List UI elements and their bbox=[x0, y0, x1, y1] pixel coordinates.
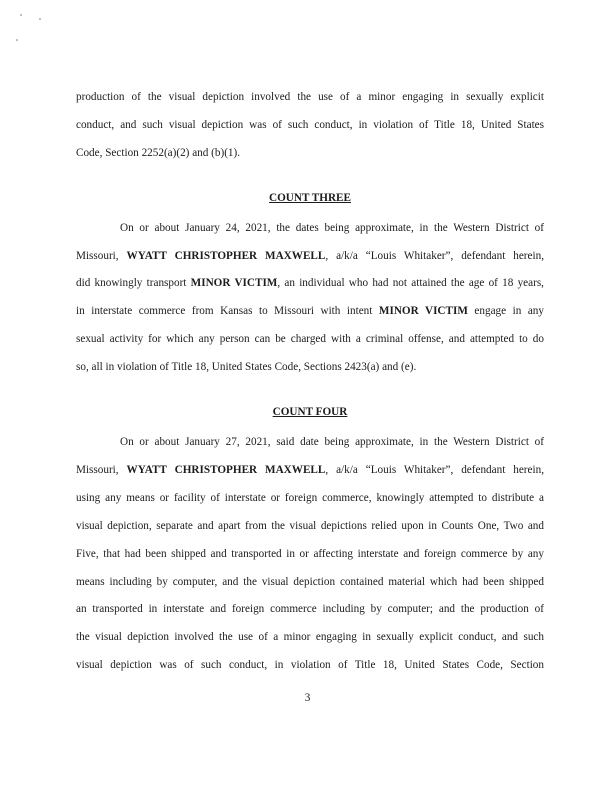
text-line: in interstate commerce from Kansas to Missouri with intent MINOR VICTIM engage in any bbox=[76, 305, 544, 318]
victim-name: MINOR VICTIM bbox=[378, 305, 468, 318]
text-line: production of the visual depiction involved the use of a minor engaging in sexually explicit bbox=[76, 91, 544, 103]
text-line: sexual activity for which any person can be charged with a criminal offense, and attempted to do bbox=[76, 333, 544, 346]
text-line: did knowingly transport MINOR VICTIM, an individual who had not attained the age of 18 years, bbox=[76, 277, 544, 290]
page-number: 3 bbox=[304, 692, 311, 704]
text-line: conduct, and such visual depiction was of such conduct, in violation of Title 18, United States bbox=[76, 118, 544, 131]
text-line: means including by computer, and the visual depiction contained material which had been shipped bbox=[76, 575, 544, 588]
scan-specks bbox=[0, 0, 60, 60]
victim-name: MINOR VICTIM bbox=[190, 277, 278, 290]
defendant-name: WYATT CHRISTOPHER MAXWELL bbox=[126, 249, 326, 262]
text-line: Missouri, WYATT CHRISTOPHER MAXWELL, a/k/a “Louis Whitaker”, defendant herein, bbox=[76, 463, 544, 476]
text-line: visual depiction was of such conduct, in violation of Title 18, United States Code, Section bbox=[76, 659, 544, 672]
document-body bbox=[76, 84, 544, 680]
text-line: visual depiction, separate and apart from the visual depictions relied upon in Counts One, Two and bbox=[76, 519, 544, 532]
count-three-paragraph bbox=[76, 215, 544, 382]
text-line: On or about January 24, 2021, the dates being approximate, in the Western District of bbox=[120, 221, 544, 234]
text-line: Missouri, WYATT CHRISTOPHER MAXWELL, a/k/a “Louis Whitaker”, defendant herein, bbox=[76, 249, 544, 262]
text-line: Five, that had been shipped and transported in or affecting interstate and foreign commerce by any bbox=[76, 547, 544, 560]
text-line: Code, Section 2252(a)(2) and (b)(1). bbox=[76, 146, 241, 159]
count-three-heading: COUNT THREE bbox=[269, 191, 351, 204]
carryover-paragraph bbox=[76, 84, 544, 168]
text-line: so, all in violation of Title 18, United States Code, Sections 2423(a) and (e). bbox=[76, 361, 417, 374]
text-line: the visual depiction involved the use of a minor engaging in sexually explicit conduct, and such bbox=[76, 631, 544, 644]
defendant-name: WYATT CHRISTOPHER MAXWELL bbox=[126, 463, 326, 476]
count-four-heading: COUNT FOUR bbox=[272, 406, 348, 419]
text-line: an transported in interstate and foreign commerce including by computer; and the production of bbox=[76, 603, 544, 616]
text-line: using any means or facility of interstate or foreign commerce, knowingly attempted to distribute a bbox=[76, 491, 544, 504]
text-line: On or about January 27, 2021, said date being approximate, in the Western District of bbox=[120, 435, 544, 448]
count-four-paragraph bbox=[76, 429, 544, 680]
